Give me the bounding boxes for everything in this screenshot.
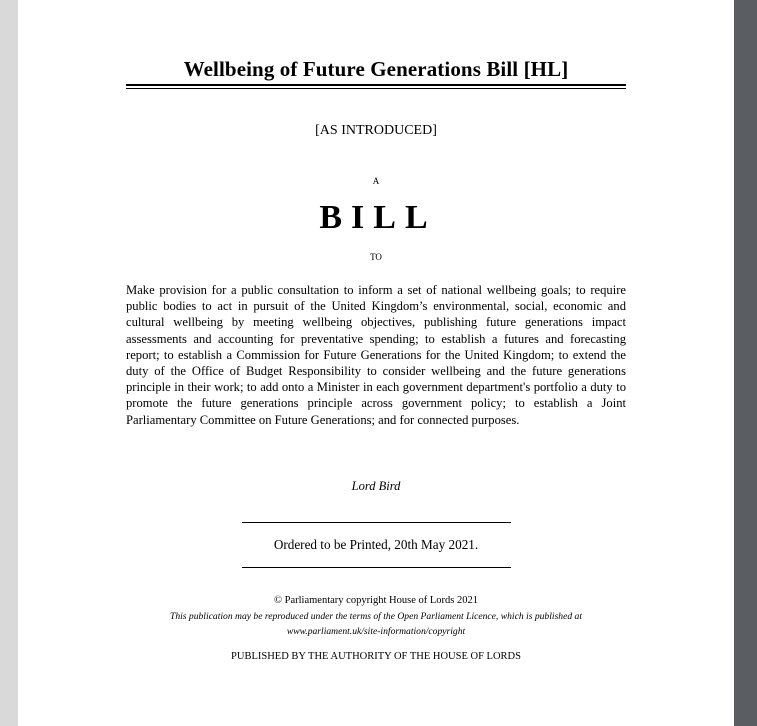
viewer-left-margin — [0, 0, 18, 726]
long-title: Make provision for a public consultation to inform a set of national wellbeing goals; to require public bodies to act in pursuit of the United Kingdom’s environmental, social, economic and cultural wellbeing by meeting wellbeing objectives, publishing future generations impact assessments and accounting for preventative spending; to establish a futures and forecasting report; to establish a Commission for Future Generations for the United Kingdom; to extend the duty of the Office of Budget Responsibility to consider wellbeing and the future generations principle in their work; to add onto a Minister in each government department's portfolio a duty to promote the future generations principle across government policy; to establish a Joint Parliamentary Committee on Future Generations; and for connected purposes. — [126, 283, 626, 427]
sponsor-name: Lord Bird — [351, 479, 401, 493]
licence-line-1: This publication may be reproduced under the terms of the Open Parliament Licence, which is published at — [169, 611, 583, 622]
to-word: TO — [370, 252, 382, 262]
document-page[interactable] — [18, 0, 734, 726]
title-rule-thin — [126, 88, 626, 89]
bill-title: Wellbeing of Future Generations Bill [HL] — [183, 57, 569, 81]
ordered-to-print: Ordered to be Printed, 20th May 2021. — [273, 537, 479, 552]
viewer-right-margin — [734, 0, 757, 726]
copyright-notice: © Parliamentary copyright House of Lords 2021 — [274, 595, 478, 606]
ordered-rule-top — [242, 522, 511, 523]
title-rule-thick — [126, 84, 626, 86]
a-word: A — [372, 176, 380, 186]
ordered-rule-bottom — [242, 567, 511, 568]
licence-link[interactable]: www.parliament.uk/site-information/copyright — [286, 626, 466, 637]
bill-stage: [AS INTRODUCED] — [315, 123, 437, 138]
published-by: PUBLISHED BY THE AUTHORITY OF THE HOUSE OF LORDS — [231, 651, 521, 662]
licence-notice — [76, 609, 676, 639]
bill-heading: BILL — [319, 199, 437, 236]
